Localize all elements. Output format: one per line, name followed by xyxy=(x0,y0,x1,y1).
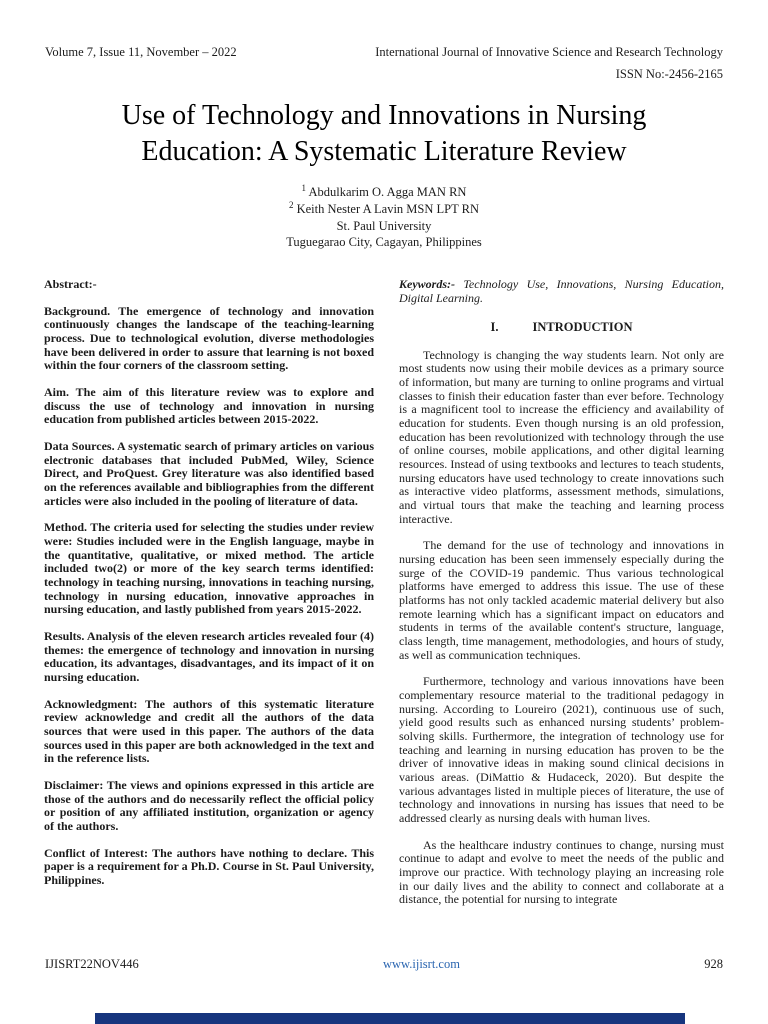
abstract-background-paragraph: Background. The emergence of technology and innovation continuously changes the landscape of the teaching-learning process. Due to technological evolution, diverse methodologies have been delivered in order to assure that learning is not boxed within the four corners of the classroom setting. xyxy=(44,303,374,373)
journal-website-link[interactable]: www.ijisrt.com xyxy=(382,957,460,971)
author-line xyxy=(0,183,768,201)
section-title: INTRODUCTION xyxy=(532,320,633,335)
author-affiliation: St. Paul University xyxy=(336,218,432,233)
introduction-paragraph-1: Technology is changing the way students learn. Not only are most students now using their mobile devices as a primary source of information, but many are turning to online programs and virtual classes to finish their education faster than ever before. Technology is a magnificent tool to increase the efficiency and availability of education for students. Even though nursing is an old profession, education has been revolutionized with technology through the use of online courses, mobile applications, and other digital learning resources. Instead of using textbooks and lectures to teach students, nursing educators have used technology to create innovations such as interactive video platforms, assessment methods, simulations, and virtual tours that make the teaching and learning process interactive. xyxy=(399,347,724,526)
abstract-results-paragraph: Results. Analysis of the eleven research articles revealed four (4) themes: the emergence of technology and innovation in nursing education, its advantages, disadvantages, and its impact of it on nursing education. xyxy=(44,629,374,685)
introduction-paragraph-4: As the healthcare industry continues to change, nursing must continue to adapt and evolve to meet the needs of the public and improve our practice. With technology playing an increasing role in our daily lives and the ability to connect and collaborate at a distance, the potential for nursing to integrate xyxy=(399,837,724,907)
abstract-data-sources-paragraph: Data Sources. A systematic search of primary articles on various electronic databases that included PubMed, Wiley, Science Direct, and ProQuest. Grey literature was also identified based on the references available and bibliographies from the different articles were also included in the pooling of literature of data. xyxy=(44,439,374,508)
paper-title: Use of Technology and Innovations in Nursing Education: A Systematic Literature Review xyxy=(121,100,647,167)
header-volume-issue: Volume 7, Issue 11, November – 2022 xyxy=(45,45,237,59)
conflict-of-interest-paragraph: Conflict of Interest: The authors have nothing to declare. This paper is a requirement for a Ph.D. Course in St. Paul University, Philippines. xyxy=(44,845,374,888)
author-name: Abdulkarim O. Agga MAN RN xyxy=(308,184,467,199)
introduction-heading xyxy=(399,320,724,334)
author-superscript: 1 xyxy=(301,182,307,193)
bottom-blue-bar xyxy=(95,1013,685,1024)
author-name: Keith Nester A Lavin MSN LPT RN xyxy=(296,202,480,217)
introduction-paragraph-3: Furthermore, technology and various innovations have been complementary resource material to the traditional pedagogy in nursing. According to Loureiro (2021), continuous use of such, yield good results such as enhanced nursing students’ problem-solving skills. Furthermore, the integration of technology use for teaching and learning in nursing education has proven to be the driver of innovative ideas in making sound clinical decisions in various areas. (DiMattio & Hudaceck, 2020). But despite the various advantages listed in multiple pieces of literature, the use of technology and innovations in nursing has issues that need to be addressed clearly as nursing deals with human lives. xyxy=(399,674,724,826)
header-issn: ISSN No:-2456-2165 xyxy=(615,67,723,81)
keywords-paragraph xyxy=(399,278,724,305)
acknowledgment-paragraph: Acknowledgment: The authors of this systematic literature review acknowledge and credit all the authors of the data sources that were used in this paper. The authors of the data sources used in this paper are both acknowledged in the text and in the reference lists. xyxy=(44,696,374,766)
abstract-aim-paragraph: Aim. The aim of this literature review was to explore and discuss the use of technology and innovation in nursing education from published articles between 2015-2022. xyxy=(44,385,374,427)
authors-block xyxy=(0,183,768,251)
introduction-paragraph-2: The demand for the use of technology and innovations in nursing education has been seen immensely especially during the surge of the COVID-19 pandemic. Thus various technological platforms have emerged to address this issue. The use of these platforms has not only tackled academic material delivery but also remote learning which has a significant impact on educators and students in terms of the available content's structure, language, class length, time management, methodologies, and hours of study, as well as communication techniques. xyxy=(399,538,724,662)
introduction-column xyxy=(399,278,724,920)
keywords-text: Technology Use, Innovations, Nursing Education, Digital Learning. xyxy=(399,276,724,305)
keywords-label: Keywords:- xyxy=(399,276,455,291)
manuscript-id: IJISRT22NOV446 xyxy=(45,957,139,971)
page-header xyxy=(0,0,768,82)
abstract-column xyxy=(44,278,374,920)
author-affiliation-city: Tuguegarao City, Cagayan, Philippines xyxy=(286,235,482,250)
page-footer xyxy=(45,957,723,972)
abstract-label: Abstract:- xyxy=(44,276,97,291)
section-numeral: I. xyxy=(490,320,499,335)
author-superscript: 2 xyxy=(288,200,294,211)
header-journal-name: International Journal of Innovative Science and Research Technology xyxy=(375,45,723,59)
content-columns xyxy=(0,278,768,920)
author-line xyxy=(0,200,768,218)
abstract-method-paragraph: Method. The criteria used for selecting the studies under review were: Studies included were in the English language, maybe in the quantitative, qualitative, or mixed method. The article included two(2) or more of the key search terms identified: technology in teaching nursing, innovations in teaching nursing, technology in nursing education, innovative approaches in nursing education, and lastly published from years 2015-2022. xyxy=(44,520,374,617)
disclaimer-paragraph: Disclaimer: The views and opinions expressed in this article are those of the authors and do necessarily reflect the official policy or position of any affiliated institution, organization or agency of the authors. xyxy=(44,778,374,834)
page-number: 928 xyxy=(704,957,723,971)
